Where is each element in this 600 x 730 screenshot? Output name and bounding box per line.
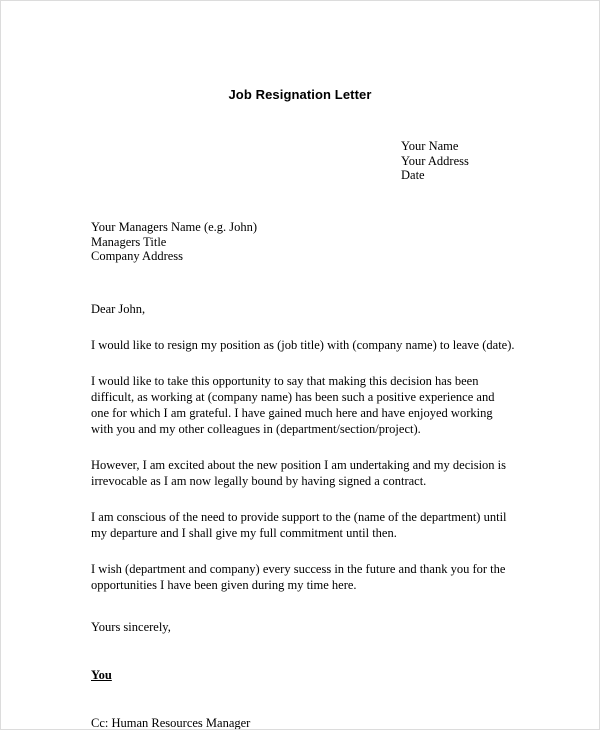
closing-salutation: Yours sincerely, xyxy=(91,620,171,634)
sender-address: Your Address xyxy=(401,153,469,168)
sender-date: Date xyxy=(401,168,425,182)
recipient-job-title: Managers Title xyxy=(91,234,167,249)
page-title: Job Resignation Letter xyxy=(228,87,372,102)
body-paragraph-5: I wish (department and company) every success in the future and thank you for the opportunities I have been given during my time here. xyxy=(91,562,506,592)
body-paragraph-1: I would like to resign my position as (job title) with (company name) to leave (date). xyxy=(91,338,515,352)
recipient-address-block xyxy=(91,220,257,264)
body-paragraph-3: However, I am excited about the new position I am undertaking and my decision is irrevocable as I am now legally bound by having signed a contract. xyxy=(91,458,507,488)
signature-name: You xyxy=(91,668,112,682)
cc-line: Cc: Human Resources Manager xyxy=(91,716,251,730)
recipient-name: Your Managers Name (e.g. John) xyxy=(91,220,258,234)
sender-name: Your Name xyxy=(401,139,459,153)
letter-body xyxy=(91,301,515,730)
body-paragraph-2: I would like to take this opportunity to say that making this decision has been difficult, as working at (company name) has been such a positive experience and one for which I am grateful. I have gained much here and have enjoyed working with you and my other colleagues in (department/section/project). xyxy=(91,374,495,436)
signature-row xyxy=(91,635,515,683)
sender-address-block xyxy=(401,139,469,183)
body-paragraph-4: I am conscious of the need to provide support to the (name of the department) until my departure and I shall give my full commitment until then. xyxy=(91,510,507,540)
salutation: Dear John, xyxy=(91,302,146,316)
recipient-company-address: Company Address xyxy=(91,249,184,263)
